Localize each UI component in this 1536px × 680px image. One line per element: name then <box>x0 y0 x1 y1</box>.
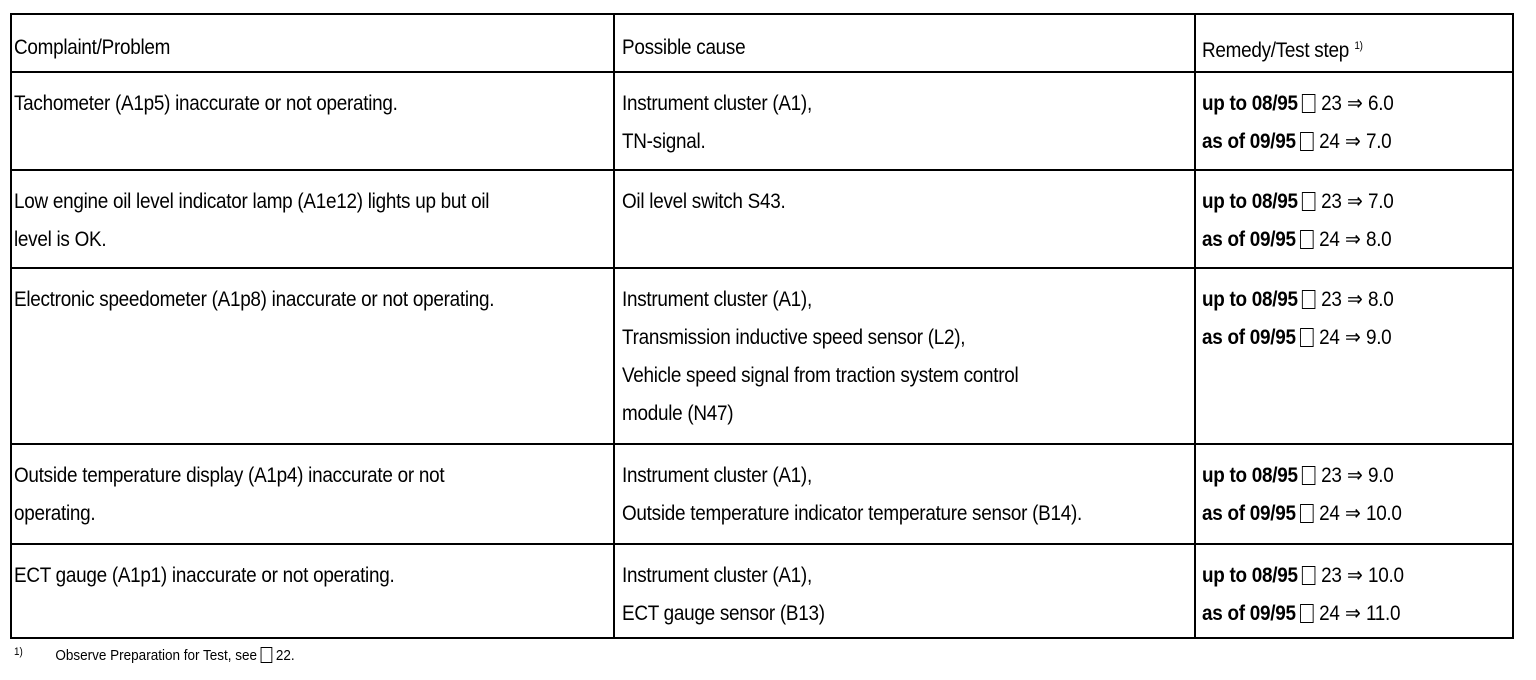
remedy-step: 7.0 <box>1368 190 1394 213</box>
page-reference-icon <box>1302 94 1316 113</box>
page-reference-icon <box>1300 230 1314 249</box>
footnote-text: Observe Preparation for Test, see <box>55 647 258 664</box>
page-reference-icon <box>261 647 273 663</box>
cause-text: Instrument cluster (A1), <box>622 92 812 115</box>
complaint-cell <box>14 281 494 319</box>
remedy-line <box>1202 457 1402 495</box>
remedy-page: 23 <box>1321 564 1342 587</box>
remedy-line <box>1202 495 1402 533</box>
remedy-page: 23 <box>1321 190 1342 213</box>
page-reference-icon <box>1302 566 1316 585</box>
arrow-icon: ⇒ <box>1347 288 1363 311</box>
complaint-cell <box>14 457 444 533</box>
arrow-icon: ⇒ <box>1344 228 1361 251</box>
footnote <box>14 646 295 664</box>
remedy-page: 24 <box>1319 326 1340 349</box>
header-remedy-label: Remedy/Test step <box>1202 39 1349 62</box>
page-reference-icon <box>1300 132 1314 151</box>
remedy-label: up to 08/95 <box>1202 464 1298 487</box>
diagnosis-table <box>10 13 1514 639</box>
complaint-cell <box>14 183 489 259</box>
remedy-step: 10.0 <box>1368 564 1404 587</box>
remedy-label: as of 09/95 <box>1202 502 1296 525</box>
remedy-cell <box>1202 557 1404 633</box>
row-divider <box>12 543 1512 545</box>
cause-text: Transmission inductive speed sensor (L2), <box>622 326 966 349</box>
footnote-page: 22. <box>275 647 295 664</box>
remedy-step: 9.0 <box>1368 464 1394 487</box>
remedy-line <box>1202 183 1393 221</box>
cause-text: TN-signal. <box>622 130 706 153</box>
cause-text: Oil level switch S43. <box>622 190 786 213</box>
arrow-icon: ⇒ <box>1344 602 1361 625</box>
complaint-text: Tachometer (A1p5) inaccurate or not operating. <box>14 92 398 115</box>
remedy-page: 24 <box>1319 602 1340 625</box>
remedy-line <box>1202 557 1404 595</box>
page-reference-icon <box>1302 192 1316 211</box>
complaint-text: level is OK. <box>14 228 107 251</box>
row-divider <box>12 443 1512 445</box>
remedy-page: 23 <box>1321 288 1342 311</box>
remedy-label: as of 09/95 <box>1202 326 1296 349</box>
header-cause: Possible cause <box>622 36 746 59</box>
cause-cell <box>622 85 812 161</box>
cause-cell <box>622 457 1082 533</box>
remedy-label: as of 09/95 <box>1202 130 1296 153</box>
cause-text: Instrument cluster (A1), <box>622 564 812 587</box>
cause-text: ECT gauge sensor (B13) <box>622 602 825 625</box>
remedy-label: up to 08/95 <box>1202 190 1298 213</box>
remedy-label: up to 08/95 <box>1202 288 1298 311</box>
header-complaint: Complaint/Problem <box>14 36 171 59</box>
remedy-label: as of 09/95 <box>1202 602 1296 625</box>
cause-text: Vehicle speed signal from traction system control <box>622 364 1019 387</box>
arrow-icon: ⇒ <box>1344 326 1361 349</box>
cause-text: Instrument cluster (A1), <box>622 288 812 311</box>
remedy-step: 6.0 <box>1368 92 1394 115</box>
complaint-text: Outside temperature display (A1p4) inaccurate or not <box>14 464 445 487</box>
remedy-step: 10.0 <box>1365 502 1402 525</box>
remedy-step: 8.0 <box>1365 228 1392 251</box>
page-reference-icon <box>1302 290 1316 309</box>
remedy-line <box>1202 85 1393 123</box>
cause-cell <box>622 557 825 633</box>
cause-cell <box>622 183 785 221</box>
remedy-page: 23 <box>1321 464 1342 487</box>
remedy-page: 24 <box>1319 228 1340 251</box>
complaint-text: operating. <box>14 502 96 525</box>
remedy-label: up to 08/95 <box>1202 564 1298 587</box>
header-divider <box>12 71 1512 73</box>
row-divider <box>12 169 1512 171</box>
cause-text: Outside temperature indicator temperature sensor (B14). <box>622 502 1082 525</box>
remedy-page: 23 <box>1321 92 1342 115</box>
remedy-line <box>1202 123 1393 161</box>
remedy-line <box>1202 595 1404 633</box>
arrow-icon: ⇒ <box>1347 92 1363 115</box>
arrow-icon: ⇒ <box>1347 464 1363 487</box>
remedy-cell <box>1202 281 1393 357</box>
arrow-icon: ⇒ <box>1347 190 1363 213</box>
remedy-label: up to 08/95 <box>1202 92 1298 115</box>
cause-text: Instrument cluster (A1), <box>622 464 812 487</box>
complaint-cell <box>14 85 398 123</box>
remedy-line <box>1202 281 1393 319</box>
arrow-icon: ⇒ <box>1344 130 1361 153</box>
remedy-label: as of 09/95 <box>1202 228 1296 251</box>
page-reference-icon <box>1300 328 1314 347</box>
footnote-marker: 1) <box>14 646 23 658</box>
page-reference-icon <box>1300 604 1314 623</box>
page-reference-icon <box>1300 504 1314 523</box>
remedy-step: 8.0 <box>1368 288 1394 311</box>
remedy-step: 9.0 <box>1365 326 1392 349</box>
cause-text: module (N47) <box>622 402 734 425</box>
footnote-ref: 1) <box>1354 40 1363 52</box>
remedy-step: 11.0 <box>1365 602 1401 625</box>
cause-cell <box>622 281 1018 433</box>
remedy-line <box>1202 221 1393 259</box>
remedy-cell <box>1202 457 1402 533</box>
remedy-line <box>1202 319 1393 357</box>
remedy-cell <box>1202 183 1393 259</box>
remedy-cell <box>1202 85 1393 161</box>
complaint-cell <box>14 557 394 595</box>
remedy-page: 24 <box>1319 130 1340 153</box>
arrow-icon: ⇒ <box>1344 502 1361 525</box>
remedy-step: 7.0 <box>1365 130 1392 153</box>
page-reference-icon <box>1302 466 1316 485</box>
complaint-text: Low engine oil level indicator lamp (A1e12) lights up but oil <box>14 190 490 213</box>
arrow-icon: ⇒ <box>1347 564 1363 587</box>
complaint-text: Electronic speedometer (A1p8) inaccurate or not operating. <box>14 288 495 311</box>
complaint-text: ECT gauge (A1p1) inaccurate or not operating. <box>14 564 395 587</box>
header-remedy <box>1202 27 1363 70</box>
remedy-page: 24 <box>1319 502 1340 525</box>
row-divider <box>12 267 1512 269</box>
